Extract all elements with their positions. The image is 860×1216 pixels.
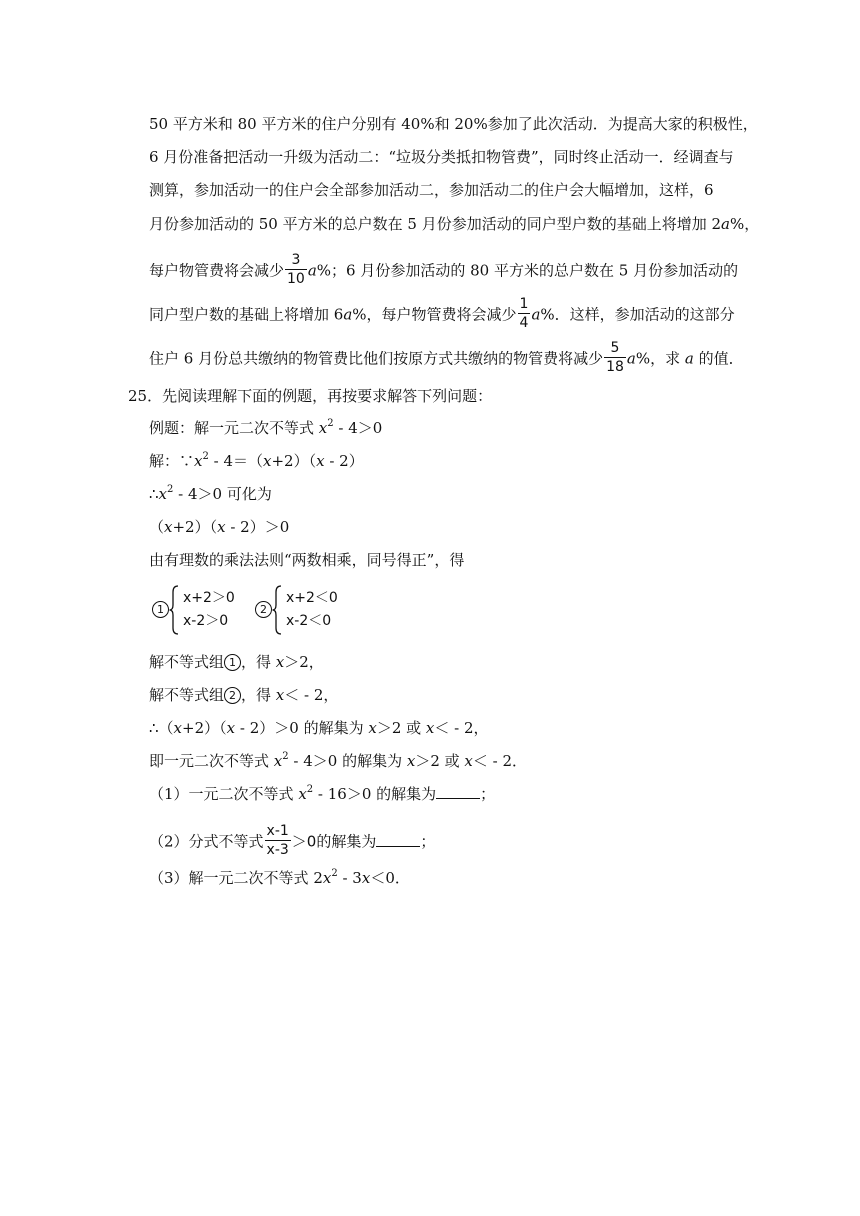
- p25-conclusion-1: ∴（x+2）（x - 2）＞0 的解集为 x＞2 或 x＜ - 2，: [149, 719, 489, 737]
- p25-example: 例题：解一元二次不等式 $x^2 - 4>0$: [149, 418, 383, 437]
- fraction-1-4: $\frac{1}{4}$: [519, 296, 529, 331]
- fraction-5-18: $\frac{5}{18}$: [606, 340, 624, 375]
- p25-solution-step-2: $\therefore x^2 - 4>0$ 可化为: [149, 484, 272, 503]
- answer-blank-1[interactable]: [436, 784, 480, 799]
- system2-row-1: x+2＜0: [286, 590, 338, 606]
- answer-blank-2[interactable]: [376, 832, 420, 847]
- p24-line-3: 测算，参加活动一的住户会全部参加活动二，参加活动二的住户会大幅增加，这样，6: [149, 181, 714, 199]
- p24-line-6: 同户型户数的基础上将增加 6a%，每户物管费将会减少 $\frac{1}{4}$ a%．这样，参加活动的这部分: [149, 296, 735, 331]
- p25-multiplication-rule: 由有理数的乘法法则“两数相乘，同号得正”，得: [149, 551, 465, 569]
- system1-row-2: x-2＞0: [183, 613, 229, 629]
- p25-header: 25．先阅读理解下面的例题，再按要求解答下列问题：: [128, 387, 493, 405]
- fraction-x-1-over-x-3: $\frac{x-1}{x-3}$: [266, 823, 289, 858]
- p25-solution-step-1: 解：$\because x^2 - 4=(x+2)(x - 2)$: [149, 451, 364, 470]
- p25-solution-step-3: （x+2）（x - 2）＞0: [149, 518, 290, 536]
- p24-line-5: 每户物管费将会减少 $\frac{3}{10}$ a%；6 月份参加活动的 80 平方米的总户数在 5 月份参加活动的: [149, 252, 739, 287]
- circled-number-1: 1: [224, 654, 241, 671]
- circled-number-2: 2: [224, 687, 241, 704]
- system2-row-2: x-2＜0: [286, 613, 332, 629]
- p24-line-7: 住户 6 月份总共缴纳的物管费比他们按原方式共缴纳的物管费将减少 $\frac{5}{18}$ a%，求 a 的值．: [149, 340, 744, 375]
- p24-line-4: 月份参加活动的 50 平方米的总户数在 5 月份参加活动的同户型户数的基础上将增加 2a%，: [149, 215, 760, 233]
- p25-solve-system-2: 解不等式组 2 ，得 x＜ - 2，: [149, 686, 339, 704]
- circled-number-2: 2: [255, 601, 272, 618]
- left-brace-icon: [272, 585, 282, 635]
- circled-number-1: 1: [152, 601, 169, 618]
- question-number: 25．: [128, 387, 163, 405]
- p25-question-3: （3）解一元二次不等式 $2x^2 - 3x<0$．: [149, 868, 410, 887]
- p24-line-1: 50 平方米和 80 平方米的住户分别有 40%和 20%参加了此次活动．为提高大家的积极性，: [149, 115, 758, 133]
- p25-question-2: （2）分式不等式 $\frac{x-1}{x-3}$ ＞0的解集为 ；: [149, 823, 436, 858]
- system1-row-1: x+2＞0: [183, 590, 235, 606]
- left-brace-icon: [169, 585, 179, 635]
- inequality-systems-figure: [152, 585, 352, 635]
- fraction-3-10: $\frac{3}{10}$: [287, 252, 305, 287]
- p25-question-1: （1）一元二次不等式 $x^2 - 16>0$ 的解集为 ；: [149, 784, 496, 803]
- p25-conclusion-2: 即一元二次不等式 $x^2 - 4>0$ 的解集为 x＞2 或 x＜ - 2．: [149, 751, 528, 770]
- p25-solve-system-1: 解不等式组 1 ，得 x＞2，: [149, 653, 324, 671]
- p24-line-2: 6 月份准备把活动一升级为活动二：“垃圾分类抵扣物管费”，同时终止活动一．经调查与: [149, 148, 734, 166]
